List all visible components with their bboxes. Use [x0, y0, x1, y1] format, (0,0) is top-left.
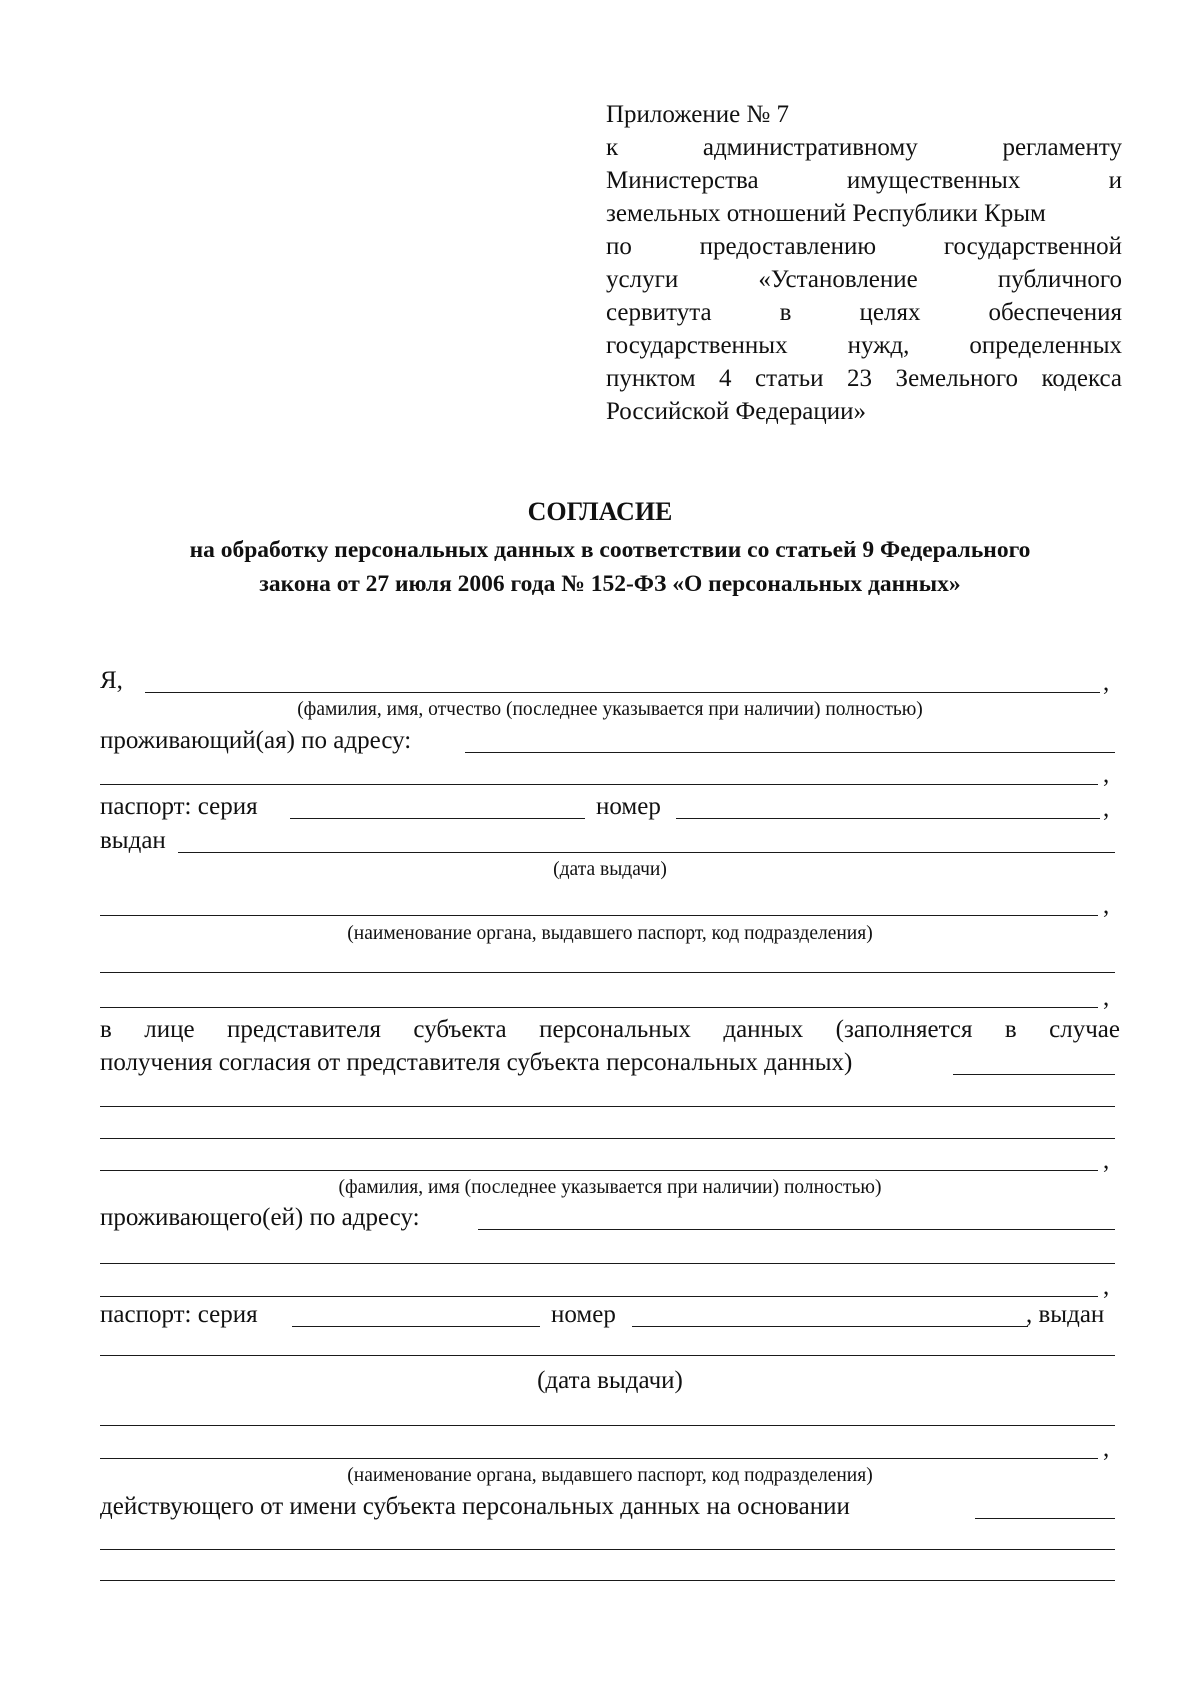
rep-fio-field[interactable] [100, 1170, 1098, 1171]
rep-address-field-continued[interactable] [100, 1263, 1115, 1264]
acting-label: действующего от имени субъекта персональных данных на основании [100, 1493, 850, 1520]
subtitle-line: на обработку персональных данных в соответствии со статьей 9 Федерального [189, 537, 1031, 563]
representative-field[interactable] [953, 1074, 1115, 1075]
rep-passport-series-label: паспорт: серия [100, 1301, 258, 1328]
comma: , [1103, 1435, 1110, 1462]
basis-field-continued[interactable] [100, 1549, 1115, 1550]
issuer-caption: (наименование органа, выдавшего паспорт, код подразделения) [347, 923, 873, 944]
appendix-line: Российской Федерации» [606, 398, 867, 425]
appendix-line: государственных нужд, определенных [606, 332, 1122, 359]
appendix-line: по предоставлению государственной [606, 233, 1122, 260]
basis-field-continued[interactable] [100, 1580, 1115, 1581]
passport-series-field[interactable] [290, 818, 585, 819]
fio-caption: (фамилия, имя, отчество (последнее указывается при наличии) полностью) [297, 699, 923, 720]
basis-field[interactable] [975, 1518, 1115, 1519]
appendix-header [606, 98, 1122, 428]
issue-date-field[interactable] [178, 852, 1115, 853]
rep-passport-number-field[interactable] [632, 1326, 1028, 1327]
address-field[interactable] [465, 752, 1115, 753]
appendix-line: Министерства имущественных и [606, 167, 1122, 194]
rep-address-field[interactable] [478, 1229, 1115, 1230]
representative-field-continued[interactable] [100, 1138, 1115, 1139]
i-label: Я, [100, 667, 123, 694]
rep-passport-series-field[interactable] [292, 1326, 540, 1327]
representative-field-continued[interactable] [100, 1106, 1115, 1107]
comma: , [1103, 795, 1110, 822]
issued-label: выдан [100, 827, 166, 854]
rep-residing-label: проживающего(ей) по адресу: [100, 1204, 420, 1231]
rep-issuer-caption: (наименование органа, выдавшего паспорт, код подразделения) [347, 1465, 873, 1486]
address-field-continued[interactable] [100, 784, 1098, 785]
rep-passport-number-label: номер [551, 1301, 616, 1328]
comma: , [1103, 669, 1110, 696]
residing-label: проживающий(ая) по адресу: [100, 727, 412, 754]
document-title: СОГЛАСИЕ [527, 497, 673, 526]
passport-series-label: паспорт: серия [100, 793, 258, 820]
fio-field[interactable] [145, 692, 1100, 693]
passport-number-field[interactable] [676, 818, 1100, 819]
appendix-line: земельных отношений Республики Крым [606, 200, 1046, 227]
subtitle-line: закона от 27 июля 2006 года № 152-ФЗ «О персональных данных» [259, 571, 961, 597]
issuer-field-continued[interactable] [100, 972, 1115, 973]
comma: , [1103, 1147, 1110, 1174]
comma: , [1103, 892, 1110, 919]
comma: , [1103, 984, 1110, 1011]
appendix-line: пунктом 4 статьи 23 Земельного кодекса [606, 365, 1122, 392]
comma: , [1103, 1273, 1110, 1300]
rep-issuer-field[interactable] [100, 1425, 1115, 1426]
appendix-number: Приложение № 7 [606, 101, 790, 128]
rep-issuer-field-continued[interactable] [100, 1458, 1098, 1459]
appendix-line: к административному регламенту [606, 134, 1122, 161]
rep-issued-label: , выдан [1026, 1301, 1105, 1328]
rep-issue-date-caption: (дата выдачи) [537, 1367, 683, 1394]
issuer-field[interactable] [100, 915, 1098, 916]
passport-number-label: номер [596, 793, 661, 820]
representative-text: получения согласия от представителя субъекта персональных данных) [100, 1049, 853, 1076]
issuer-field-continued[interactable] [100, 1007, 1098, 1008]
comma: , [1103, 761, 1110, 788]
document-subtitle [100, 533, 1120, 601]
appendix-line: услуги «Установление публичного [606, 266, 1122, 293]
representative-text: в лице представителя субъекта персональных данных (заполняется в случае [100, 1016, 1120, 1043]
rep-issue-date-field[interactable] [100, 1355, 1115, 1356]
rep-fio-caption: (фамилия, имя (последнее указывается при наличии) полностью) [338, 1177, 882, 1198]
appendix-line: сервитута в целях обеспечения [606, 299, 1122, 326]
issue-date-caption: (дата выдачи) [553, 859, 667, 880]
rep-address-field-continued[interactable] [100, 1296, 1098, 1297]
